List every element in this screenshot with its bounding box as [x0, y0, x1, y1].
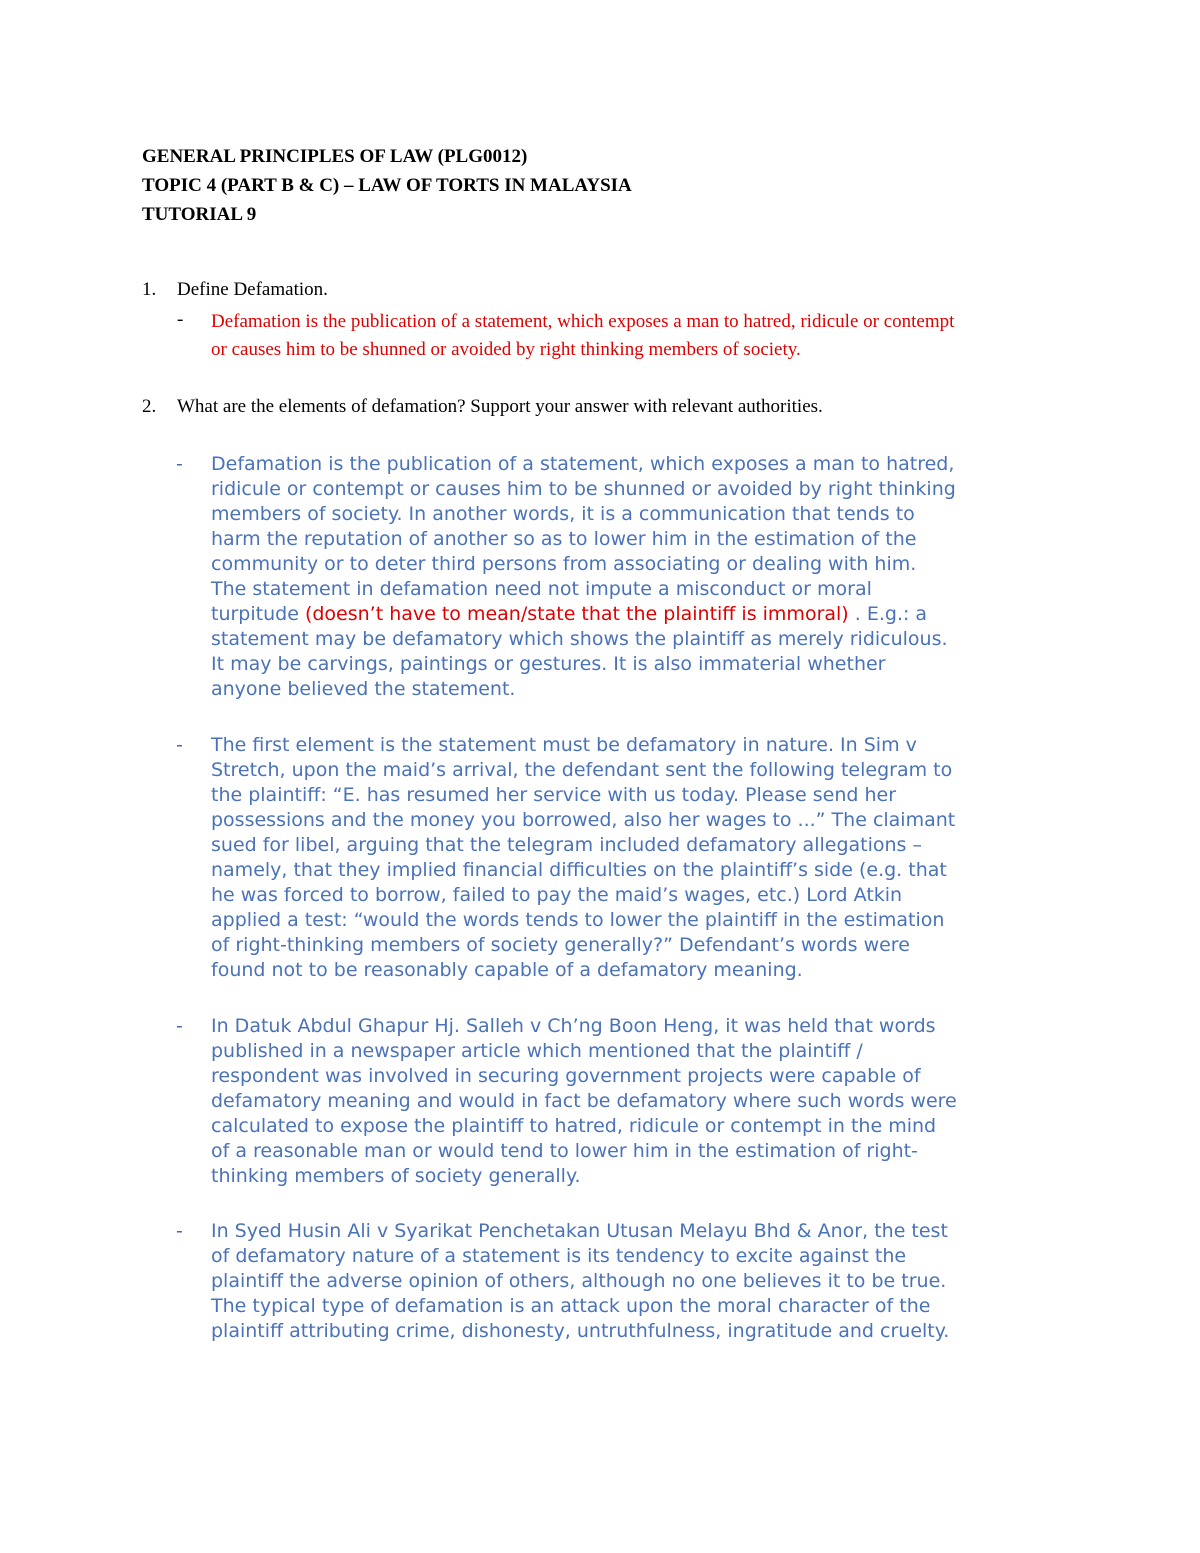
question-number: 1.: [142, 279, 157, 300]
paragraph-line: ridicule or contempt or causes him to be shunned or avoided by right thinking: [211, 478, 956, 500]
topic-title: TOPIC 4 (PART B & C) – LAW OF TORTS IN MALAYSIA: [142, 175, 632, 196]
bullet-dash: -: [176, 453, 183, 475]
paragraph-line: community or to deter third persons from associating or dealing with him.: [211, 553, 917, 575]
tutorial-title: TUTORIAL 9: [142, 204, 257, 225]
answer-bullet-3: [211, 1014, 1081, 1189]
answer-dash: -: [177, 309, 184, 330]
text-run: turpitude: [211, 603, 305, 625]
paragraph-line: It may be carvings, paintings or gestures. It is also immaterial whether: [211, 653, 886, 675]
document-header: [142, 142, 632, 229]
paragraph-line: harm the reputation of another so as to lower him in the estimation of the: [211, 528, 917, 550]
paragraph-line: calculated to expose the plaintiff to hatred, ridicule or contempt in the mind: [211, 1115, 937, 1137]
answer-bullet-4: [211, 1219, 1081, 1344]
answer-line: Defamation is the publication of a statement, which exposes a man to hatred, ridicule or contempt: [211, 311, 955, 332]
paragraph-line: published in a newspaper article which mentioned that the plaintiff /: [211, 1040, 863, 1062]
course-title: GENERAL PRINCIPLES OF LAW (PLG0012): [142, 146, 528, 167]
paragraph-line: he was forced to borrow, failed to pay the maid’s wages, etc.) Lord Atkin: [211, 884, 903, 906]
paragraph-line: sued for libel, arguing that the telegram included defamatory allegations –: [211, 834, 922, 856]
paragraph-line: possessions and the money you borrowed, also her wages to ...” The claimant: [211, 809, 956, 831]
paragraph-line: In Syed Husin Ali v Syarikat Penchetakan Utusan Melayu Bhd & Anor, the test: [211, 1220, 948, 1242]
paragraph-line: plaintiff the adverse opinion of others, although no one believes it to be true.: [211, 1270, 947, 1292]
answer-bullet-2: [211, 733, 1081, 983]
question-text: Define Defamation.: [177, 279, 328, 300]
answer-line: or causes him to be shunned or avoided by right thinking members of society.: [211, 339, 801, 360]
paragraph-line: The typical type of defamation is an attack upon the moral character of the: [211, 1295, 931, 1317]
paragraph-line: the plaintiff: “E. has resumed her service with us today. Please send her: [211, 784, 897, 806]
paragraph-line: Defamation is the publication of a statement, which exposes a man to hatred,: [211, 453, 955, 475]
paragraph-line: applied a test: “would the words tends to lower the plaintiff in the estimation: [211, 909, 945, 931]
question-2: [142, 396, 823, 418]
paragraph-line: of a reasonable man or would tend to lower him in the estimation of right-: [211, 1140, 918, 1162]
paragraph-line: In Datuk Abdul Ghapur Hj. Salleh v Ch’ng Boon Heng, it was held that words: [211, 1015, 936, 1037]
answer-1: [211, 308, 1081, 364]
paragraph-line: respondent was involved in securing government projects were capable of: [211, 1065, 921, 1087]
paragraph-line-mixed: [211, 602, 1081, 627]
bullet-dash: -: [176, 1220, 183, 1242]
paragraph-line: members of society. In another words, it is a communication that tends to: [211, 503, 915, 525]
bullet-dash: -: [176, 1015, 183, 1037]
paragraph-line: plaintiff attributing crime, dishonesty, untruthfulness, ingratitude and cruelty.: [211, 1320, 950, 1342]
red-annotation: (doesn’t have to mean/state that the plaintiff is immoral): [304, 603, 849, 625]
text-run: . E.g.: a: [848, 603, 928, 625]
paragraph-line: statement may be defamatory which shows the plaintiff as merely ridiculous.: [211, 628, 948, 650]
answer-bullet-1: [211, 452, 1081, 702]
paragraph-line: The statement in defamation need not impute a misconduct or moral: [211, 578, 872, 600]
paragraph-line: The first element is the statement must be defamatory in nature. In Sim v: [211, 734, 917, 756]
paragraph-line: thinking members of society generally.: [211, 1165, 581, 1187]
paragraph-line: Stretch, upon the maid’s arrival, the defendant sent the following telegram to: [211, 759, 953, 781]
question-text: What are the elements of defamation? Support your answer with relevant authorities.: [177, 396, 823, 417]
bullet-dash: -: [176, 734, 183, 756]
paragraph-line: anyone believed the statement.: [211, 678, 516, 700]
question-number: 2.: [142, 396, 157, 417]
paragraph-line: of defamatory nature of a statement is its tendency to excite against the: [211, 1245, 907, 1267]
paragraph-line: of right-thinking members of society generally?” Defendant’s words were: [211, 934, 910, 956]
paragraph-line: defamatory meaning and would in fact be defamatory where such words were: [211, 1090, 957, 1112]
paragraph-line: namely, that they implied financial difficulties on the plaintiff’s side (e.g. that: [211, 859, 947, 881]
question-1: [142, 279, 328, 301]
paragraph-line: found not to be reasonably capable of a defamatory meaning.: [211, 959, 803, 981]
